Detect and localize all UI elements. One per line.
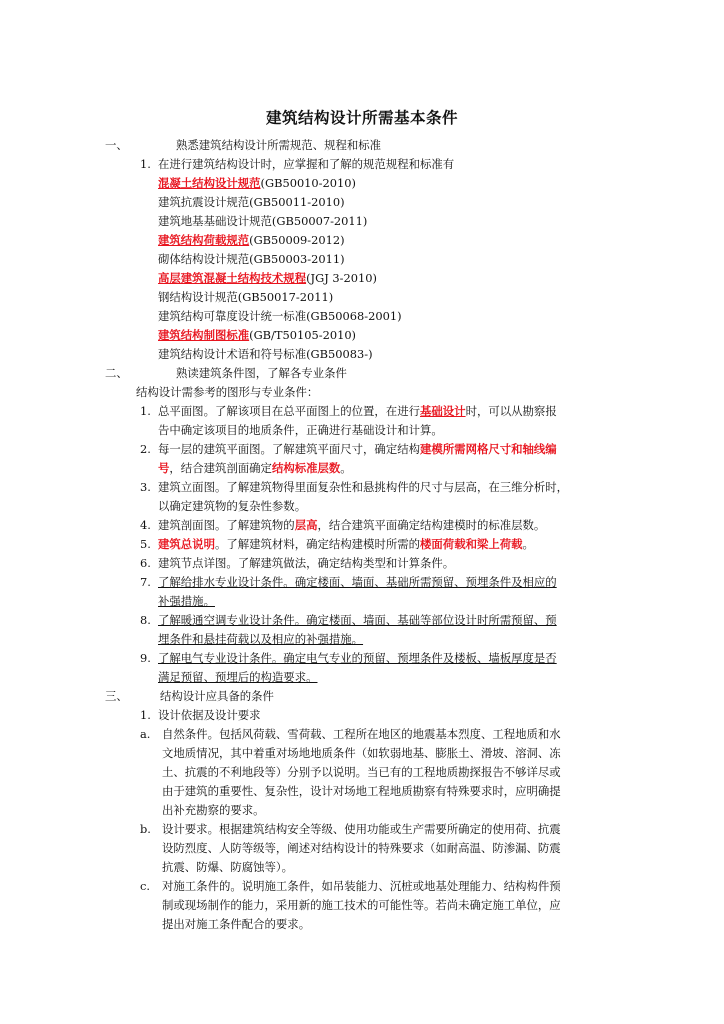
section-2-item-5-line: [158, 535, 534, 553]
code-item: [158, 250, 345, 268]
sub-item-b-line: 设防烈度、人防等级等，阐述对结构设计的特殊要求（如耐高温、防渗漏、防震: [162, 841, 561, 855]
text-run: 总平面图。了解该项目在总平面图上的位置，在进行: [158, 404, 420, 418]
sub-item-c-mark: c.: [140, 879, 151, 893]
sub-item-a-line: 自然条件。包括风荷载、雪荷载、工程所在地区的地震基本烈度、工程地质和水: [162, 727, 561, 741]
section-2-intro: 结构设计需参考的图形与专业条件：: [136, 385, 319, 399]
code-name: 高层建筑混凝土结构技术规程: [158, 271, 307, 285]
highlight-text: 号: [158, 461, 170, 475]
code-item: [158, 193, 345, 211]
highlight-text: 建模所需网格尺寸和轴线编: [420, 442, 557, 456]
code-item: [158, 231, 345, 249]
section-1-item-1-number: 1.: [140, 157, 151, 171]
code-name: 砌体结构设计规范: [158, 252, 250, 266]
sub-item-a-line: 土、抗震的不利地段等）分别予以说明。当已有的工程地质勘探报告不够详尽或: [162, 765, 561, 779]
text-run: 。: [340, 461, 352, 475]
section-2-item-2-number: 2.: [140, 442, 151, 456]
code-name: 建筑结构可靠度设计统一标准: [158, 309, 307, 323]
code-item: [158, 326, 356, 344]
section-2-number: 二、: [105, 366, 128, 380]
code-name: 钢结构设计规范: [158, 290, 238, 304]
highlight-text: 楼面荷载和梁上荷载: [420, 537, 523, 551]
code-number: (JGJ 3-2010): [306, 271, 377, 285]
code-number: (GB50010-2010): [260, 176, 356, 190]
code-number: (GB50007-2011): [271, 214, 368, 228]
section-2-item-7-number: 7.: [140, 575, 151, 589]
code-name: 混凝土结构设计规范: [158, 176, 261, 190]
section-2-item-1-line: [158, 402, 557, 420]
section-2-item-7-line: 补强措施。: [158, 594, 215, 608]
sub-item-b-mark: b.: [140, 822, 151, 836]
sub-item-b-line: 设计要求。根据建筑结构安全等级、使用功能或生产需要所确定的使用荷、抗震: [162, 822, 561, 836]
sub-item-c-line: 制或现场制作的能力，采用新的施工技术的可能性等。若尚未确定施工单位，应: [162, 898, 561, 912]
code-number: (GB/T50105-2010): [249, 328, 357, 342]
code-number: (GB50017-2011): [237, 290, 334, 304]
section-1-number: 一、: [105, 138, 128, 152]
section-2-item-2-line: [158, 440, 557, 458]
code-name: 建筑结构设计术语和符号标准: [158, 347, 307, 361]
section-3-item-1-number: 1.: [140, 708, 151, 722]
section-2-heading: 熟读建筑条件图，了解各专业条件: [176, 366, 347, 380]
sub-item-a-line: 出补充勘察的要求。: [162, 803, 265, 817]
code-item: [158, 345, 373, 363]
section-2-item-8-number: 8.: [140, 613, 151, 627]
section-2-item-9-number: 9.: [140, 651, 151, 665]
code-name: 建筑抗震设计规范: [158, 195, 250, 209]
sub-item-a-mark: a.: [140, 727, 151, 741]
text-run: 时，可以从勘察报: [465, 404, 557, 418]
section-3-number: 三、: [105, 689, 128, 703]
section-2-item-3-number: 3.: [140, 480, 151, 494]
section-1-heading: 熟悉建筑结构设计所需规范、规程和标准: [176, 138, 382, 152]
code-number: (GB50083-): [306, 347, 373, 361]
text-run: 建筑剖面图。了解建筑物的: [158, 518, 295, 532]
section-2-item-8-line: 了解暖通空调专业设计条件。确定楼面、墙面、基础等部位设计时所需预留、预: [158, 613, 557, 627]
code-number: (GB50068-2001): [306, 309, 402, 323]
code-number: (GB50003-2011): [249, 252, 345, 266]
section-2-item-8-line: 埋条件和悬挂荷载以及相应的补强措施。: [158, 632, 364, 646]
sub-item-a-line: 文地质情况，其中着重对场地地质条件（如软弱地基、膨胀土、滑坡、溶洞、冻: [162, 746, 561, 760]
sub-item-c-line: 提出对施工条件配合的要求。: [162, 917, 311, 931]
highlight-text: 基础设计: [420, 404, 466, 418]
highlight-text: 结构标准层数: [271, 461, 341, 475]
code-number: (GB50009-2012): [249, 233, 345, 247]
section-3-heading: 结构设计应具备的条件: [160, 689, 274, 703]
section-2-item-7-line: 了解给排水专业设计条件。确定楼面、墙面、基础所需预留、预埋条件及相应的: [158, 575, 557, 589]
section-2-item-2-line: [158, 459, 352, 477]
code-name: 建筑结构制图标准: [158, 328, 250, 342]
section-3-item-1-text: 设计依据及设计要求: [158, 708, 261, 722]
section-2-item-9-line: 了解电气专业设计条件。确定电气专业的预留、预埋条件及楼板、墙板厚度是否: [158, 651, 557, 665]
section-2-item-6-line: 建筑节点详图。了解建筑做法，确定结构类型和计算条件。: [158, 556, 455, 570]
code-item: [158, 174, 356, 192]
section-2-item-5-number: 5.: [140, 537, 151, 551]
document-title: 建筑结构设计所需基本条件: [265, 109, 458, 127]
code-item: [158, 307, 402, 325]
section-2-item-4-number: 4.: [140, 518, 151, 532]
code-item: [158, 212, 367, 230]
code-item: [158, 269, 377, 287]
text-run: ，结合建筑剖面确定: [169, 461, 272, 475]
section-2-item-6-number: 6.: [140, 556, 151, 570]
section-2-item-3-line: 以确定建筑物的复杂性参数。: [158, 499, 307, 513]
section-2-item-4-line: [158, 516, 545, 534]
code-name: 建筑地基基础设计规范: [158, 214, 272, 228]
section-2-item-9-line: 满足预留、预埋后的构造要求。: [158, 670, 318, 684]
section-2-item-3-line: 建筑立面图。了解建筑物得里面复杂性和悬挑构件的尺寸与层高，在三维分析时，: [158, 480, 569, 494]
sub-item-a-line: 由于建筑的重要性、复杂性，设计对场地工程地质勘察有特殊要求时，应明确提: [162, 784, 561, 798]
sub-item-c-line: 对施工条件的。说明施工条件，如吊装能力、沉桩或地基处理能力、结构构件预: [162, 879, 561, 893]
section-2-item-1-number: 1.: [140, 404, 151, 418]
text-run: 每一层的建筑平面图。了解建筑平面尺寸，确定结构: [158, 442, 420, 456]
section-2-item-1-line: 告中确定该项目的地质条件，正确进行基础设计和计算。: [158, 423, 443, 437]
highlight-text: 建筑总说明: [158, 537, 215, 551]
text-run: ，结合建筑平面确定结构建模时的标准层数。: [317, 518, 546, 532]
code-item: [158, 288, 333, 306]
highlight-text: 层高: [294, 518, 318, 532]
code-number: (GB50011-2010): [249, 195, 345, 209]
code-name: 建筑结构荷载规范: [158, 233, 250, 247]
text-run: 。了解建筑材料，确定结构建模时所需的: [214, 537, 421, 551]
sub-item-b-line: 抗震、防爆、防腐蚀等）。: [162, 860, 293, 874]
text-run: 。: [522, 537, 534, 551]
section-1-item-1-text: 在进行建筑结构设计时，应掌握和了解的规范规程和标准有: [158, 157, 455, 171]
